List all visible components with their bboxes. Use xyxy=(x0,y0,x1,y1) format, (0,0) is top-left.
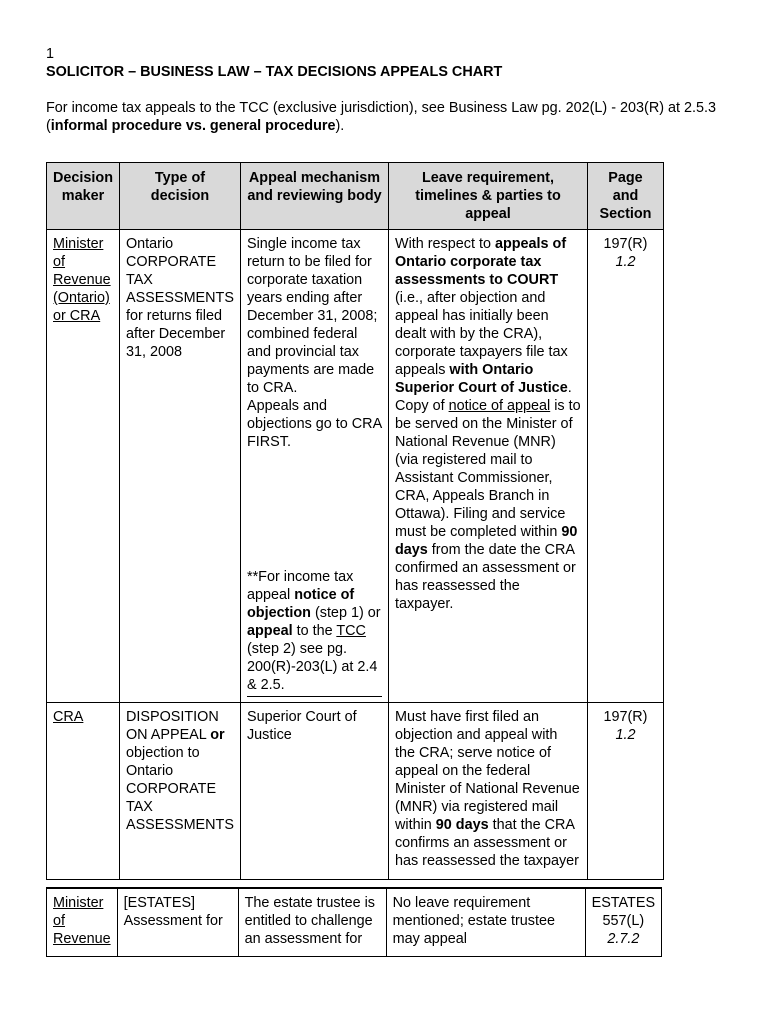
leave-text: from the date the CRA confirmed an assessment or has reassessed the taxpayer. xyxy=(394,542,576,612)
leave-text: is to be served on the Minister of National Revenue (MNR) (via registered mail to Assistant Commissioner, CRA, Appeals Branch in Ottawa). Filing and service must be completed within xyxy=(394,398,581,540)
section-ref: 1.2 xyxy=(615,727,636,743)
leave-cell xyxy=(388,703,587,880)
header-leave-requirement: Leave requirement, timelines & parties to appeal xyxy=(388,163,587,230)
leave-text: . Copy of xyxy=(394,380,572,414)
type-text: [ESTATES] xyxy=(123,895,196,911)
table-row xyxy=(47,703,664,880)
header-appeal-mechanism: Appeal mechanism and reviewing body xyxy=(240,163,388,230)
mechanism-cell: Superior Court of Justice xyxy=(240,703,388,880)
decision-maker-cell: Minister of Revenue (Ontario) or CRA xyxy=(53,236,111,324)
leave-cell: No leave requirement mentioned; estate trustee may appeal xyxy=(386,888,585,956)
page-title: SOLICITOR – BUSINESS LAW – TAX DECISIONS APPEALS CHART xyxy=(46,64,503,80)
type-text: Assessment for xyxy=(123,913,223,929)
header-page-section: Page and Section xyxy=(587,163,663,230)
note-text: (step 1) or xyxy=(310,605,381,621)
mechanism-cell xyxy=(240,230,388,703)
mechanism-text-2: Appeals and objections go to CRA FIRST. xyxy=(246,398,382,450)
page-section-cell xyxy=(587,703,663,880)
page-section-cell xyxy=(587,230,663,703)
note-text: (step 2) see pg. 200(R)-203(L) at 2.4 & 2.5. xyxy=(246,641,378,693)
leave-bold: appeals of Ontario corporate tax assessments to COURT xyxy=(394,236,567,288)
note-bold: notice of objection xyxy=(246,587,355,621)
header-type-of-decision: Type of decision xyxy=(119,163,240,230)
intro-paragraph xyxy=(46,99,726,135)
mechanism-cell: The estate trustee is entitled to challenge an assessment for xyxy=(238,888,386,956)
section-ref: 2.7.2 xyxy=(607,931,640,947)
intro-text-bold: informal procedure vs. general procedure xyxy=(50,118,336,134)
leave-underline: notice of appeal xyxy=(448,398,551,414)
header-decision-maker: Decision maker xyxy=(47,163,120,230)
intro-text-1: For income tax appeals to the TCC (exclusive jurisdiction), see Business Law pg. 202(L) - 203(R) at 2.5.3 ( xyxy=(46,100,717,134)
leave-text: (i.e., after objection and appeal has initially been dealt with by the CRA), corporate taxpayers file tax appeals xyxy=(394,290,568,378)
note-text: **For income tax appeal xyxy=(246,569,354,603)
page-ref: 557(L) xyxy=(602,913,645,929)
type-text: objection to Ontario CORPORATE TAX ASSESSMENTS xyxy=(125,745,234,833)
leave-text: With respect to xyxy=(394,236,495,252)
mechanism-text: Single income tax return to be filed for corporate taxation years ending after December 31, 2008; combined federal and provincial tax payments are made to CRA. xyxy=(246,236,378,396)
type-bold: or xyxy=(210,727,225,743)
leave-cell xyxy=(388,230,587,703)
section-ref: 1.2 xyxy=(615,254,636,270)
type-cell xyxy=(119,703,240,880)
page-section-cell xyxy=(585,888,661,956)
table-header-row xyxy=(47,163,664,230)
table-row xyxy=(47,888,662,956)
page-ref: 197(R) xyxy=(603,709,648,725)
leave-bold: 90 days xyxy=(435,817,489,833)
page-number: 1 xyxy=(46,46,55,62)
intro-text-2: ). xyxy=(335,118,345,134)
type-cell xyxy=(117,888,238,956)
note-bold: appeal xyxy=(246,623,293,639)
type-cell: Ontario CORPORATE TAX ASSESSMENTS for returns filed after December 31, 2008 xyxy=(119,230,240,703)
leave-text: Must have first filed an objection and appeal with the CRA; serve notice of appeal on the federal Minister of National Revenue (MNR) via registered mail within xyxy=(394,709,580,833)
estates-table xyxy=(46,887,662,957)
page-ref: 197(R) xyxy=(603,236,648,252)
decision-maker-cell: Minister of Revenue xyxy=(53,895,111,947)
leave-text: that the CRA confirms an assessment or has reassessed the taxpayer xyxy=(394,817,579,869)
note-text: to the xyxy=(292,623,337,639)
leave-bold: with Ontario Superior Court of Justice xyxy=(394,362,568,396)
appeals-table xyxy=(46,162,664,880)
decision-maker-cell: CRA xyxy=(53,709,84,725)
note-underline: TCC xyxy=(336,623,366,639)
estates-label: ESTATES xyxy=(591,895,656,911)
leave-bold: 90 days xyxy=(394,524,578,558)
type-text: DISPOSITION ON APPEAL xyxy=(125,709,219,743)
income-tax-note xyxy=(247,568,382,697)
table-row xyxy=(47,230,664,703)
